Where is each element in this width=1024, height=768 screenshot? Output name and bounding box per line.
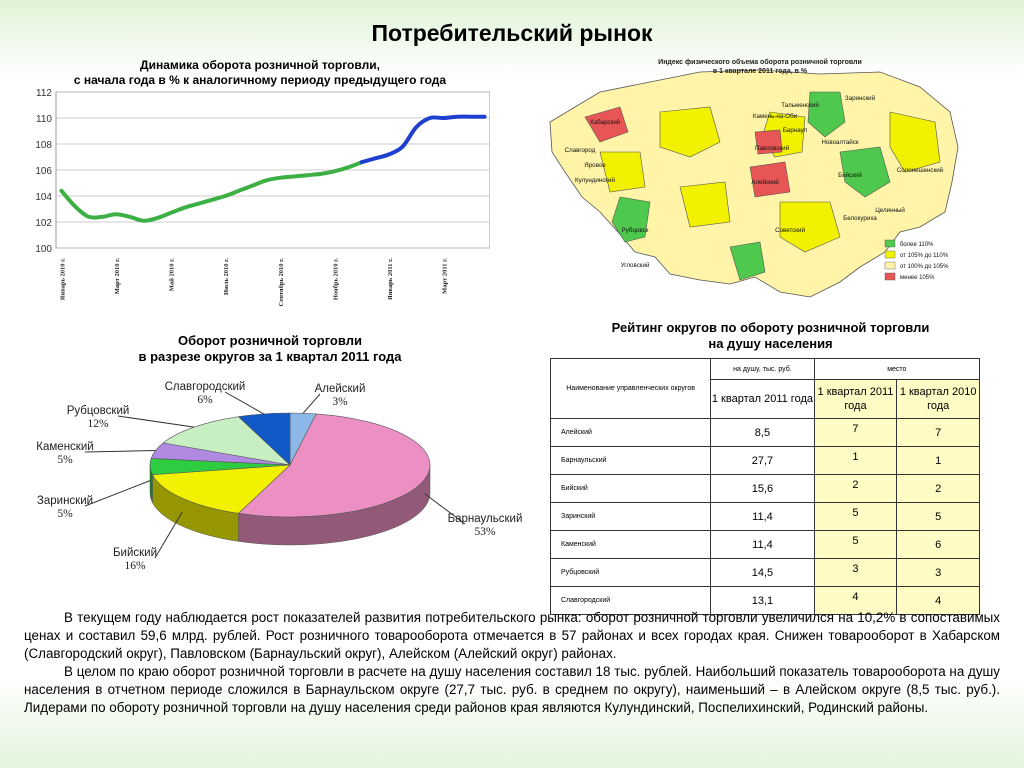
- rating-table-body: [551, 419, 980, 615]
- x-tick-label: Июль 2010 г.: [223, 258, 231, 296]
- legend-swatch: [885, 240, 895, 247]
- cell-rank-2010: 3: [897, 559, 980, 587]
- table-row: [551, 475, 980, 503]
- x-tick-label: Март 2011 г.: [441, 258, 449, 294]
- pie-chart-title: [90, 333, 450, 365]
- legend-swatch: [885, 262, 895, 269]
- table-row: [551, 559, 980, 587]
- header-col2: 1 квартал 2011 года: [814, 380, 897, 419]
- x-tick-label: Март 2010 г.: [114, 258, 122, 295]
- leader-line: [118, 416, 194, 427]
- legend-label: от 105% до 110%: [900, 253, 949, 259]
- leader-line: [303, 394, 320, 413]
- map-label: Заринский: [844, 95, 876, 102]
- map-label: Угловский: [620, 262, 650, 269]
- cell-rank-2011: 2: [814, 475, 897, 503]
- table-row: [551, 419, 980, 447]
- table-row: [551, 531, 980, 559]
- pie-chart-title-line-1: Оборот розничной торговли: [178, 333, 362, 348]
- cell-name: Заринский: [551, 503, 711, 531]
- legend-label: менее 105%: [900, 275, 935, 281]
- cell-per-capita: 14,5: [711, 559, 814, 587]
- header-col1: 1 квартал 2011 года: [711, 380, 814, 419]
- leader-line: [85, 450, 156, 452]
- region-map: [540, 52, 980, 304]
- pie-chart: [20, 370, 540, 580]
- map-legend: [885, 240, 949, 281]
- map-label: Алейский: [751, 179, 779, 186]
- leader-line: [85, 481, 150, 506]
- slice-label: Рубцовский: [66, 405, 130, 417]
- pie-chart-title-line-2: в разрезе округов за 1 квартал 2011 года: [138, 349, 402, 364]
- map-title: [640, 58, 880, 76]
- slice-label: Славгородский: [164, 381, 246, 393]
- cell-per-capita: 27,7: [711, 447, 814, 475]
- cell-per-capita: 11,4: [711, 503, 814, 531]
- map-label: Камень-на-Оби: [752, 113, 798, 120]
- line-chart-title: [40, 58, 480, 88]
- cell-rank-2011: 5: [814, 503, 897, 531]
- map-title-line-2: в 1 квартале 2011 года, в %: [712, 68, 808, 75]
- legend-label: более 110%: [900, 242, 934, 248]
- rating-table: [550, 358, 980, 615]
- cell-rank-2011: 1: [814, 447, 897, 475]
- slice-label: Барнаульский: [447, 513, 523, 525]
- cell-rank-2011: 3: [814, 559, 897, 587]
- map-label: Целинный: [875, 207, 905, 214]
- header-per-capita: на душу, тыс. руб.: [711, 359, 814, 380]
- x-tick-label: Ноябрь 2010 г.: [332, 258, 340, 301]
- table-row: [551, 503, 980, 531]
- cell-rank-2010: 2: [897, 475, 980, 503]
- map-label: Новоалтайск: [821, 139, 859, 146]
- cell-name: Бийский: [551, 475, 711, 503]
- y-tick-label: 106: [35, 166, 52, 177]
- map-label: Павловский: [754, 145, 790, 152]
- map-label: Солонешенский: [896, 167, 944, 174]
- cell-name: Барнаульский: [551, 447, 711, 475]
- slice-label: Каменский: [36, 441, 94, 453]
- slice-label: Заринский: [36, 495, 94, 507]
- map-label: Барнаул: [782, 127, 808, 134]
- map-label: Яровое: [584, 162, 606, 169]
- slice-value: 3%: [332, 396, 348, 408]
- table-row: [551, 447, 980, 475]
- paragraph-2: В целом по краю оборот розничной торговли в расчете на душу населения составил 18 тыс. рублей. Наибольший показатель товарооборота на душу населения в отчетном периоде сложился в Барнаульском округе (27,7 тыс. руб. в среднем по округу), наименьший – в Алейском округе (8,5 тыс. руб.). Лидерами по обороту розничной торговли на душу населения среди районов края являются Кулундинский, Поспелихинский, Родинский районы.: [24, 664, 1000, 715]
- slice-value: 16%: [124, 560, 146, 572]
- map-label: Хабарский: [589, 119, 621, 126]
- slice-value: 5%: [57, 454, 73, 466]
- line-chart: [28, 88, 490, 320]
- x-tick-label: Сентябрь 2010 г.: [277, 258, 285, 307]
- rating-table-title-line-1: Рейтинг округов по обороту розничной торговли: [611, 320, 930, 335]
- legend-swatch: [885, 273, 895, 280]
- cell-name: Каменский: [551, 531, 711, 559]
- header-name-col: Наименование управленческих округов: [551, 359, 711, 419]
- y-tick-label: 102: [35, 218, 52, 229]
- slice-value: 5%: [57, 508, 73, 520]
- cell-rank-2011: 5: [814, 531, 897, 559]
- legend-swatch: [885, 251, 895, 258]
- slice-label: Бийский: [112, 547, 158, 559]
- x-tick-label: Май 2010 г.: [168, 258, 176, 292]
- slice-value: 12%: [87, 418, 109, 430]
- map-label: Кулундинский: [575, 177, 615, 184]
- map-label: Славгород: [564, 147, 596, 154]
- map-label: Бийский: [838, 172, 862, 179]
- map-label: Советский: [775, 227, 805, 234]
- map-title-line-1: Индекс физического объема оборота розничной торговли: [658, 59, 862, 66]
- legend-label: от 100% до 105%: [900, 264, 949, 270]
- rating-table-title-line-2: на душу населения: [708, 336, 833, 351]
- map-label: Тальменский: [781, 102, 819, 109]
- cell-per-capita: 11,4: [711, 531, 814, 559]
- slice-value: 6%: [197, 394, 213, 406]
- page-title: Потребительский рынок: [371, 20, 653, 46]
- cell-per-capita: 13,1: [711, 587, 814, 615]
- map-district-green-3: [612, 197, 650, 242]
- rating-table-title: [548, 320, 993, 352]
- header-place: место: [814, 359, 979, 380]
- map-label: Белокуриха: [843, 215, 877, 222]
- cell-rank-2011: 4: [814, 587, 897, 615]
- summary-text: [24, 609, 1000, 717]
- cell-name: Рубцовский: [551, 559, 711, 587]
- header-col3: 1 квартал 2010 года: [897, 380, 980, 419]
- cell-per-capita: 15,6: [711, 475, 814, 503]
- map-label: Рубцовск: [621, 227, 649, 234]
- y-tick-label: 112: [36, 88, 52, 99]
- cell-name: Алейский: [551, 419, 711, 447]
- cell-rank-2011: 7: [814, 419, 897, 447]
- y-tick-label: 108: [35, 140, 52, 151]
- cell-rank-2010: 4: [897, 587, 980, 615]
- y-tick-label: 110: [36, 114, 52, 125]
- line-chart-title-line-1: Динамика оборота розничной торговли,: [140, 58, 380, 72]
- slice-value: 53%: [474, 526, 496, 538]
- cell-rank-2010: 5: [897, 503, 980, 531]
- x-tick-label: Январь 2010 г.: [59, 258, 67, 301]
- x-tick-label: Январь 2011 г.: [387, 258, 395, 300]
- y-tick-label: 100: [35, 244, 52, 255]
- y-tick-label: 104: [35, 192, 52, 203]
- cell-rank-2010: 1: [897, 447, 980, 475]
- cell-rank-2010: 7: [897, 419, 980, 447]
- leader-line: [225, 392, 264, 414]
- slice-label: Алейский: [314, 383, 366, 395]
- cell-rank-2010: 6: [897, 531, 980, 559]
- cell-per-capita: 8,5: [711, 419, 814, 447]
- cell-name: Славгородский: [551, 587, 711, 615]
- line-chart-title-line-2: с начала года в % к аналогичному периоду предыдущего года: [73, 73, 447, 87]
- paragraph-1: В текущем году наблюдается рост показателей развития потребительского рынка: оборот розничной торговли увеличился на 10,2% в сопоставимых ценах и составил 59,6 млрд. рублей. Рост розничного товарооборота отмечается в 57 районах и всех городах края. Снижен товарооборот в Хабарском (Славгородский округ), Павловском (Барнаульский округ), Алейском (Алейский округ) районах.: [24, 610, 1000, 661]
